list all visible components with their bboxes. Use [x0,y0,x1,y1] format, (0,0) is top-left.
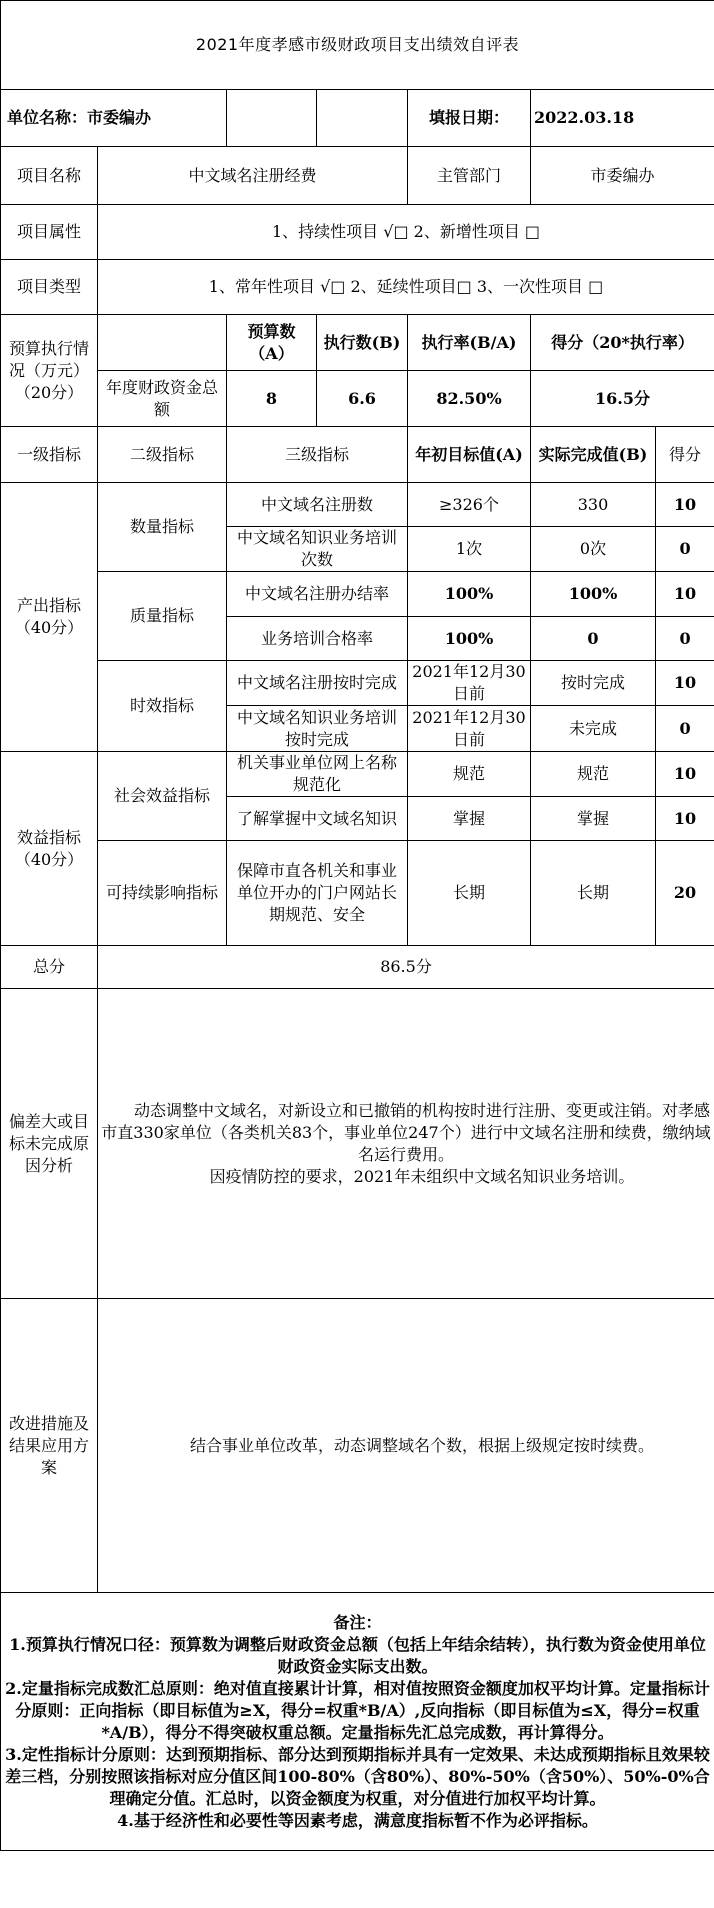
date-value: 2022.03.18 [531,90,714,147]
header-level1: 一级指标 [1,427,98,483]
deviation-text [98,989,714,1299]
project-type-label: 项目类型 [1,260,98,315]
indicator-actual: 规范 [531,752,656,797]
improvement-para: 结合事业单位改革，动态调整域名个数，根据上级规定按时续费。 [190,1435,655,1455]
indicator-actual: 330 [531,483,656,527]
unit-name: 单位名称：市委编办 [1,90,227,147]
indicator-score: 10 [656,797,714,841]
social-label: 社会效益指标 [98,752,227,841]
indicator-target: 2021年12月30日前 [408,706,531,752]
indicator-name: 中文域名注册按时完成 [227,661,408,706]
benefit-label: 效益指标（40分） [1,752,98,946]
indicator-score: 10 [656,572,714,617]
blank-cell [98,315,227,371]
indicator-target: 100% [408,572,531,617]
note-item: 3.定性指标计分原则：达到预期指标、部分达到预期指标并具有一定效果、未达成预期指标且效果较差三档，分别按照该指标对应分值区间100-80%（含80%）、80%-50%（含50%）、50%-0%合理确定分值。汇总时，以资金额度为权重，对分值进行加权平均计算。 [5,1744,710,1808]
indicator-actual: 0 [531,617,656,661]
executed-value: 6.6 [317,371,408,427]
deviation-para-1: 动态调整中文域名，对新设立和已撤销的机构按时进行注册、变更或注销。对孝感市直330家单位（各类机关83个，事业单位247个）进行中文域名注册和续费，缴纳域名运行费用。 [101,1100,711,1164]
header-actual: 实际完成值(B) [531,427,656,483]
indicator-name: 保障市直各机关和事业单位开办的门户网站长期规范、安全 [227,841,408,946]
budget-label: 预算执行情况（万元）（20分） [1,315,98,427]
sustain-label: 可持续影响指标 [98,841,227,946]
indicator-name: 了解掌握中文域名知识 [227,797,408,841]
indicator-score: 0 [656,706,714,752]
indicator-score: 10 [656,752,714,797]
budget-header-rate: 执行率(B/A) [408,315,531,371]
indicator-score: 0 [656,617,714,661]
indicator-name: 中文域名知识业务培训次数 [227,527,408,572]
notes-section [1,1593,714,1851]
indicator-name: 中文域名注册办结率 [227,572,408,617]
indicator-name: 机关事业单位网上名称规范化 [227,752,408,797]
indicator-name: 中文域名注册数 [227,483,408,527]
quantity-label: 数量指标 [98,483,227,572]
project-name-label: 项目名称 [1,147,98,205]
score-value: 16.5分 [531,371,714,427]
note-item: 4.基于经济性和必要性等因素考虑，满意度指标暂不作为必评指标。 [117,1810,598,1830]
indicator-actual: 长期 [531,841,656,946]
indicator-target: 长期 [408,841,531,946]
page-title: 2021年度孝感市级财政项目支出绩效自评表 [1,1,714,90]
header-level2: 二级指标 [98,427,227,483]
blank-cell [227,90,317,147]
indicator-target: 1次 [408,527,531,572]
total-label: 总分 [1,946,98,989]
notes-heading: 备注： [333,1612,382,1632]
budget-value: 8 [227,371,317,427]
indicator-actual: 按时完成 [531,661,656,706]
timeliness-label: 时效指标 [98,661,227,752]
indicator-target: 规范 [408,752,531,797]
indicator-target: 100% [408,617,531,661]
indicator-score: 0 [656,527,714,572]
date-label: 填报日期： [408,90,531,147]
indicator-actual: 0次 [531,527,656,572]
indicator-target: 2021年12月30日前 [408,661,531,706]
indicator-name: 中文域名知识业务培训按时完成 [227,706,408,752]
improvement-text [98,1299,714,1593]
rate-value: 82.50% [408,371,531,427]
indicator-actual: 掌握 [531,797,656,841]
header-score: 得分 [656,427,714,483]
indicator-target: 掌握 [408,797,531,841]
quality-label: 质量指标 [98,572,227,661]
improvement-label: 改进措施及结果应用方案 [1,1299,98,1593]
total-value: 86.5分 [98,946,714,989]
indicator-actual: 100% [531,572,656,617]
indicator-actual: 未完成 [531,706,656,752]
indicator-score: 10 [656,661,714,706]
note-item: 1.预算执行情况口径：预算数为调整后财政资金总额（包括上年结余结转），执行数为资金使用单位财政资金实际支出数。 [9,1634,706,1676]
budget-header-score: 得分（20*执行率） [531,315,714,371]
budget-header-executed: 执行数(B) [317,315,408,371]
dept-value: 市委编办 [531,147,714,205]
indicator-target: ≥326个 [408,483,531,527]
note-item: 2.定量指标完成数汇总原则：绝对值直接累计计算，相对值按照资金额度加权平均计算。定量指标计分原则：正向指标（即目标值为≥X，得分=权重*B/A）,反向指标（即目标值为≤X，得分=权重*A/B），得分不得突破权重总额。定量指标先汇总完成数，再计算得分。 [5,1678,710,1742]
indicator-score: 20 [656,841,714,946]
project-attr-label: 项目属性 [1,205,98,260]
blank-cell [317,90,408,147]
output-label: 产出指标（40分） [1,483,98,752]
project-name-value: 中文域名注册经费 [98,147,408,205]
indicator-score: 10 [656,483,714,527]
deviation-para-2: 因疫情防控的要求，2021年未组织中文域名知识业务培训。 [209,1166,635,1186]
indicator-name: 业务培训合格率 [227,617,408,661]
deviation-label: 偏差大或目标未完成原因分析 [1,989,98,1299]
budget-row-label: 年度财政资金总额 [98,371,227,427]
budget-header-budget: 预算数（A） [227,315,317,371]
project-type-value: 1、常年性项目 √□ 2、延续性项目□ 3、一次性项目 □ [98,260,714,315]
header-level3: 三级指标 [227,427,408,483]
header-target: 年初目标值(A) [408,427,531,483]
dept-label: 主管部门 [408,147,531,205]
project-attr-value: 1、持续性项目 √□ 2、新增性项目 □ [98,205,714,260]
